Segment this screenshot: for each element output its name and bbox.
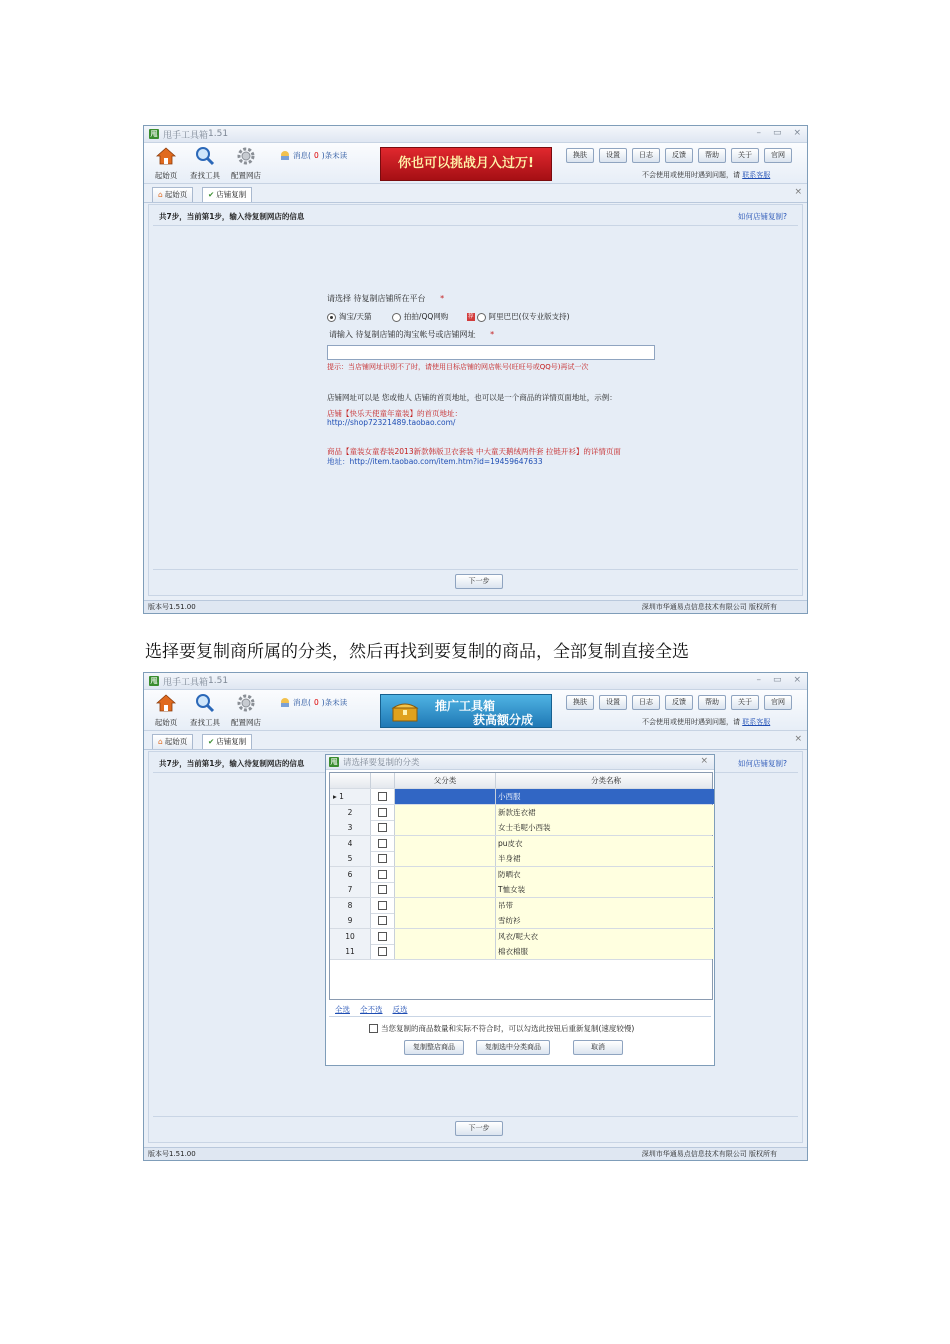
- divider: [329, 1016, 711, 1017]
- row-parent-category: [395, 805, 496, 820]
- tab-home[interactable]: [152, 734, 193, 749]
- close-window-button[interactable]: ×: [793, 675, 801, 685]
- checkmark-icon: ✔: [208, 190, 215, 199]
- home-tool-button[interactable]: [150, 693, 182, 728]
- main-toolbar: [144, 143, 807, 184]
- required-mark: *: [440, 294, 445, 303]
- help-line: [642, 717, 770, 727]
- title-bar: [144, 673, 807, 690]
- row-category-name: pu皮衣: [496, 836, 714, 851]
- instruction-caption: 选择要复制商所属的分类，然后再找到要复制的商品，全部复制直接全选: [145, 642, 689, 662]
- about-button[interactable]: 关于: [731, 695, 759, 710]
- find-tool-button[interactable]: [189, 146, 221, 181]
- example1-url: http://shop72321489.taobao.com/: [327, 418, 456, 427]
- checkbox-icon: [378, 932, 387, 941]
- window-title: 甩手工具箱: [163, 130, 209, 141]
- close-tab-icon[interactable]: ×: [794, 187, 802, 197]
- home-tool-button[interactable]: [150, 146, 182, 181]
- help-button[interactable]: 帮助: [698, 695, 726, 710]
- magnifier-icon: [195, 693, 215, 713]
- app-logo-icon: 甩: [330, 758, 338, 766]
- radio-off-icon: [477, 313, 486, 322]
- header-parent[interactable]: 父分类: [395, 773, 496, 788]
- checkbox-icon: [378, 792, 387, 801]
- store-url-input[interactable]: [327, 345, 655, 360]
- row-category-name: 半身裙: [496, 851, 714, 866]
- version-text: 版本号1.51.00: [148, 603, 196, 611]
- selection-links: [335, 1004, 408, 1015]
- dialog-close-icon[interactable]: ×: [700, 756, 708, 766]
- help-text: 不会使用或使用时遇到问题，请: [642, 718, 740, 726]
- checkbox-icon: [378, 947, 387, 956]
- radio-paipai[interactable]: [392, 312, 448, 321]
- treasure-chest-icon: [391, 700, 419, 722]
- app-logo-icon: 甩: [150, 677, 158, 685]
- slow-copy-label: 当您复制的商品数量和实际不符合时，可以勾选此按钮后重新复制(速度较慢): [381, 1024, 635, 1033]
- row-category-name: 雪纺衫: [496, 913, 714, 928]
- minimize-button[interactable]: –: [756, 675, 761, 685]
- input-label-row: [329, 329, 494, 340]
- find-tool-label: 查找工具: [190, 718, 220, 727]
- row-category-name: 吊带: [496, 898, 714, 913]
- row-number: 7: [330, 882, 371, 897]
- log-button[interactable]: 日志: [632, 695, 660, 710]
- radio-on-icon: [327, 313, 336, 322]
- checkbox-icon: [369, 1024, 378, 1033]
- category-row[interactable]: [330, 851, 712, 867]
- help-line: [642, 170, 770, 180]
- message-prefix: 消息(: [293, 698, 311, 707]
- step-content: [148, 204, 803, 596]
- config-tool-label: 配置网店: [231, 171, 261, 180]
- select-all-link[interactable]: 全选: [335, 1005, 350, 1014]
- row-number: ▸ 1: [330, 789, 371, 804]
- required-mark: *: [490, 330, 495, 339]
- status-bar: [144, 600, 807, 613]
- home-tool-label: 起始页: [154, 718, 178, 727]
- header-check-cell: [371, 773, 395, 788]
- row-category-name: 防晒衣: [496, 867, 714, 882]
- promo-banner-line1: 推广工具箱: [435, 699, 496, 713]
- config-tool-button[interactable]: [230, 146, 262, 181]
- top-button-group: [566, 148, 792, 163]
- row-category-name: 新款连衣裙: [496, 805, 714, 820]
- maximize-button[interactable]: ▭: [772, 675, 782, 685]
- row-checkbox[interactable]: [371, 944, 395, 959]
- maximize-button[interactable]: ▭: [772, 128, 782, 138]
- message-prefix: 消息(: [293, 151, 311, 160]
- category-row[interactable]: [330, 929, 712, 945]
- window-version: 1.51: [208, 129, 229, 139]
- tab-store-copy[interactable]: [202, 187, 252, 202]
- howto-link[interactable]: 如何店铺复制?: [738, 212, 787, 221]
- find-tool-button[interactable]: [189, 693, 221, 728]
- feedback-button[interactable]: 反馈: [665, 148, 693, 163]
- cancel-button[interactable]: 取消: [573, 1040, 623, 1055]
- find-tool-label: 查找工具: [190, 171, 220, 180]
- house-small-icon: ⌂: [158, 190, 163, 199]
- promo-banner-text: 你也可以挑战月入过万!: [398, 156, 534, 171]
- status-bar: [144, 1147, 807, 1160]
- skin-button[interactable]: 换肤: [566, 695, 594, 710]
- message-indicator[interactable]: [280, 697, 347, 708]
- contact-support-link[interactable]: 联系客服: [742, 171, 771, 179]
- checkbox-icon: [378, 808, 387, 817]
- app-window-step2: [143, 672, 808, 1161]
- step-header: 共7步，当前第1步，输入待复制网店的信息: [159, 212, 305, 221]
- contact-support-link[interactable]: 联系客服: [742, 718, 771, 726]
- feedback-button[interactable]: 反馈: [665, 695, 693, 710]
- row-number: 10: [330, 929, 371, 944]
- message-suffix: )条未读: [321, 151, 348, 160]
- header-category-name[interactable]: 分类名称: [591, 776, 621, 785]
- help-text: 不会使用或使用时遇到问题，请: [642, 171, 740, 179]
- row-parent-category: [395, 851, 496, 866]
- category-row[interactable]: [330, 898, 712, 914]
- row-number: 3: [330, 820, 371, 835]
- radio-alibaba-label: 阿里巴巴(仅专业版支持): [488, 312, 570, 321]
- row-number: 2: [330, 805, 371, 820]
- row-number: 5: [330, 851, 371, 866]
- row-checkbox[interactable]: [371, 836, 395, 851]
- row-checkbox[interactable]: [371, 851, 395, 866]
- copyright-text: 深圳市华通易点信息技术有限公司 版权所有: [641, 603, 777, 611]
- skin-button[interactable]: 换肤: [566, 148, 594, 163]
- slow-copy-option[interactable]: [369, 1023, 634, 1034]
- checkmark-icon: ✔: [208, 737, 215, 746]
- tab-home-label: 起始页: [164, 190, 188, 199]
- divider: [153, 1116, 798, 1117]
- row-checkbox[interactable]: [371, 867, 395, 882]
- category-dialog: [325, 754, 715, 1066]
- category-row[interactable]: [330, 789, 712, 805]
- tab-store-copy-label: 店铺复制: [216, 190, 247, 199]
- tab-bar: [144, 731, 807, 750]
- tab-home[interactable]: [152, 187, 193, 202]
- radio-taobao-label: 淘宝/天猫: [339, 312, 372, 321]
- checkbox-icon: [378, 823, 387, 832]
- app-window-step1: [143, 125, 808, 614]
- checkbox-icon: [378, 916, 387, 925]
- example2-title: 商品【童装女童春装2013新款韩版卫衣套装 中大童天鹅绒两件套 拉链开衫】的详情页面: [327, 447, 621, 456]
- row-checkbox[interactable]: [371, 882, 395, 897]
- house-icon: [156, 146, 176, 166]
- next-step-button[interactable]: 下一步: [455, 574, 503, 589]
- row-number: 9: [330, 913, 371, 928]
- row-checkbox[interactable]: [371, 929, 395, 944]
- window-title: 甩手工具箱: [163, 677, 209, 688]
- row-checkbox[interactable]: [371, 789, 395, 804]
- step-content: [148, 751, 803, 1143]
- row-number: 8: [330, 898, 371, 913]
- category-row[interactable]: [330, 820, 712, 836]
- tab-home-label: 起始页: [164, 737, 188, 746]
- example2-url: 地址：http://item.taobao.com/item.htm?id=19459647633: [327, 457, 543, 466]
- checkbox-icon: [378, 854, 387, 863]
- settings-button[interactable]: 设置: [599, 695, 627, 710]
- category-row[interactable]: [330, 805, 712, 821]
- row-category-name: 棉衣棉服: [496, 944, 714, 959]
- copy-selected-categories-button[interactable]: 复制选中分类商品: [476, 1040, 550, 1055]
- next-step-button[interactable]: 下一步: [455, 1121, 503, 1136]
- row-checkbox[interactable]: [371, 805, 395, 820]
- step-header: 共7步，当前第1步，输入待复制网店的信息: [159, 759, 305, 768]
- radio-off-icon: [392, 313, 401, 322]
- window-version: 1.51: [208, 676, 229, 686]
- promo-banner[interactable]: [380, 147, 552, 181]
- minimize-button[interactable]: –: [756, 128, 761, 138]
- row-number: 6: [330, 867, 371, 882]
- main-toolbar: [144, 690, 807, 731]
- row-parent-category: [395, 820, 496, 835]
- row-category-name: 风衣/呢大衣: [496, 929, 714, 944]
- close-tab-icon[interactable]: ×: [794, 734, 802, 744]
- howto-link[interactable]: 如何店铺复制?: [738, 759, 787, 768]
- config-tool-label: 配置网店: [231, 718, 261, 727]
- log-button[interactable]: 日志: [632, 148, 660, 163]
- promo-banner-line2: 获高额分成: [473, 713, 534, 727]
- about-button[interactable]: 关于: [731, 148, 759, 163]
- message-count: 0: [313, 698, 319, 707]
- dialog-title-bar: [326, 755, 714, 770]
- row-parent-category: [395, 929, 496, 944]
- hint-text: 提示：当店铺网址识别不了时，请使用目标店铺的网店帐号(旺旺号或QQ号)再试一次: [327, 363, 589, 371]
- description-text: 店铺网址可以是 您或他人 店铺的首页地址，也可以是一个商品的详情页面地址，示例：: [327, 393, 617, 402]
- checkbox-icon: [378, 901, 387, 910]
- gear-icon: [236, 146, 256, 166]
- website-button[interactable]: 官网: [764, 148, 792, 163]
- platform-label: 请选择 待复制店铺所在平台: [327, 294, 426, 303]
- category-grid: [329, 772, 713, 1000]
- row-number: 4: [330, 836, 371, 851]
- magnifier-icon: [195, 146, 215, 166]
- divider: [153, 225, 798, 226]
- dialog-title: 请选择要复制的分类: [343, 758, 420, 768]
- radio-taobao[interactable]: [327, 312, 372, 321]
- help-button[interactable]: 帮助: [698, 148, 726, 163]
- row-parent-category: [395, 789, 496, 804]
- row-category-name: 女士毛呢小西装: [496, 820, 714, 835]
- copyright-text: 深圳市华通易点信息技术有限公司 版权所有: [641, 1150, 777, 1158]
- platform-radio-group: [327, 311, 570, 322]
- category-row[interactable]: [330, 867, 712, 883]
- row-parent-category: [395, 882, 496, 897]
- tab-bar: [144, 184, 807, 203]
- app-logo-icon: 甩: [150, 130, 158, 138]
- message-suffix: )条未读: [321, 698, 348, 707]
- message-indicator[interactable]: [280, 150, 347, 161]
- checkbox-icon: [378, 885, 387, 894]
- top-button-group: [566, 695, 792, 710]
- row-parent-category: [395, 867, 496, 882]
- row-parent-category: [395, 836, 496, 851]
- row-checkbox[interactable]: [371, 898, 395, 913]
- message-icon: [280, 698, 290, 707]
- promo-banner[interactable]: [380, 694, 552, 728]
- copy-whole-store-button[interactable]: 复制整店商品: [404, 1040, 464, 1055]
- row-number: 11: [330, 944, 371, 959]
- row-category-name: 小西服: [496, 789, 714, 804]
- title-bar: [144, 126, 807, 143]
- house-icon: [156, 693, 176, 713]
- category-row[interactable]: [330, 836, 712, 852]
- header-num-cell: [330, 773, 371, 788]
- category-row[interactable]: [330, 913, 712, 929]
- radio-alibaba[interactable]: [467, 312, 570, 321]
- config-tool-button[interactable]: [230, 693, 262, 728]
- message-count: 0: [313, 151, 319, 160]
- close-window-button[interactable]: ×: [793, 128, 801, 138]
- website-button[interactable]: 官网: [764, 695, 792, 710]
- input-label: 请输入 待复制店铺的淘宝帐号或店铺网址: [329, 330, 476, 339]
- category-row[interactable]: [330, 944, 712, 960]
- checkbox-icon: [378, 870, 387, 879]
- category-row[interactable]: [330, 882, 712, 898]
- example1-title: 店铺【快乐天使童年童装】的首页地址：: [327, 409, 462, 418]
- row-parent-category: [395, 944, 496, 959]
- version-text: 版本号1.51.00: [148, 1150, 196, 1158]
- divider: [153, 569, 798, 570]
- radio-paipai-label: 拍拍/QQ网购: [403, 312, 449, 321]
- row-checkbox[interactable]: [371, 820, 395, 835]
- row-parent-category: [395, 913, 496, 928]
- message-icon: [280, 151, 290, 160]
- select-none-link[interactable]: 全不选: [360, 1005, 383, 1014]
- invert-selection-link[interactable]: 反选: [392, 1005, 408, 1014]
- house-small-icon: ⌂: [158, 737, 163, 746]
- platform-label-row: [327, 293, 444, 304]
- row-category-name: T恤女装: [496, 882, 714, 897]
- home-tool-label: 起始页: [154, 171, 178, 180]
- checkbox-icon: [378, 839, 387, 848]
- gear-icon: [236, 693, 256, 713]
- pro-badge-icon: 荐: [467, 313, 474, 320]
- row-checkbox[interactable]: [371, 913, 395, 928]
- grid-header-row: [330, 773, 712, 789]
- tab-store-copy-label: 店铺复制: [216, 737, 247, 746]
- settings-button[interactable]: 设置: [599, 148, 627, 163]
- row-parent-category: [395, 898, 496, 913]
- tab-store-copy[interactable]: [202, 734, 252, 749]
